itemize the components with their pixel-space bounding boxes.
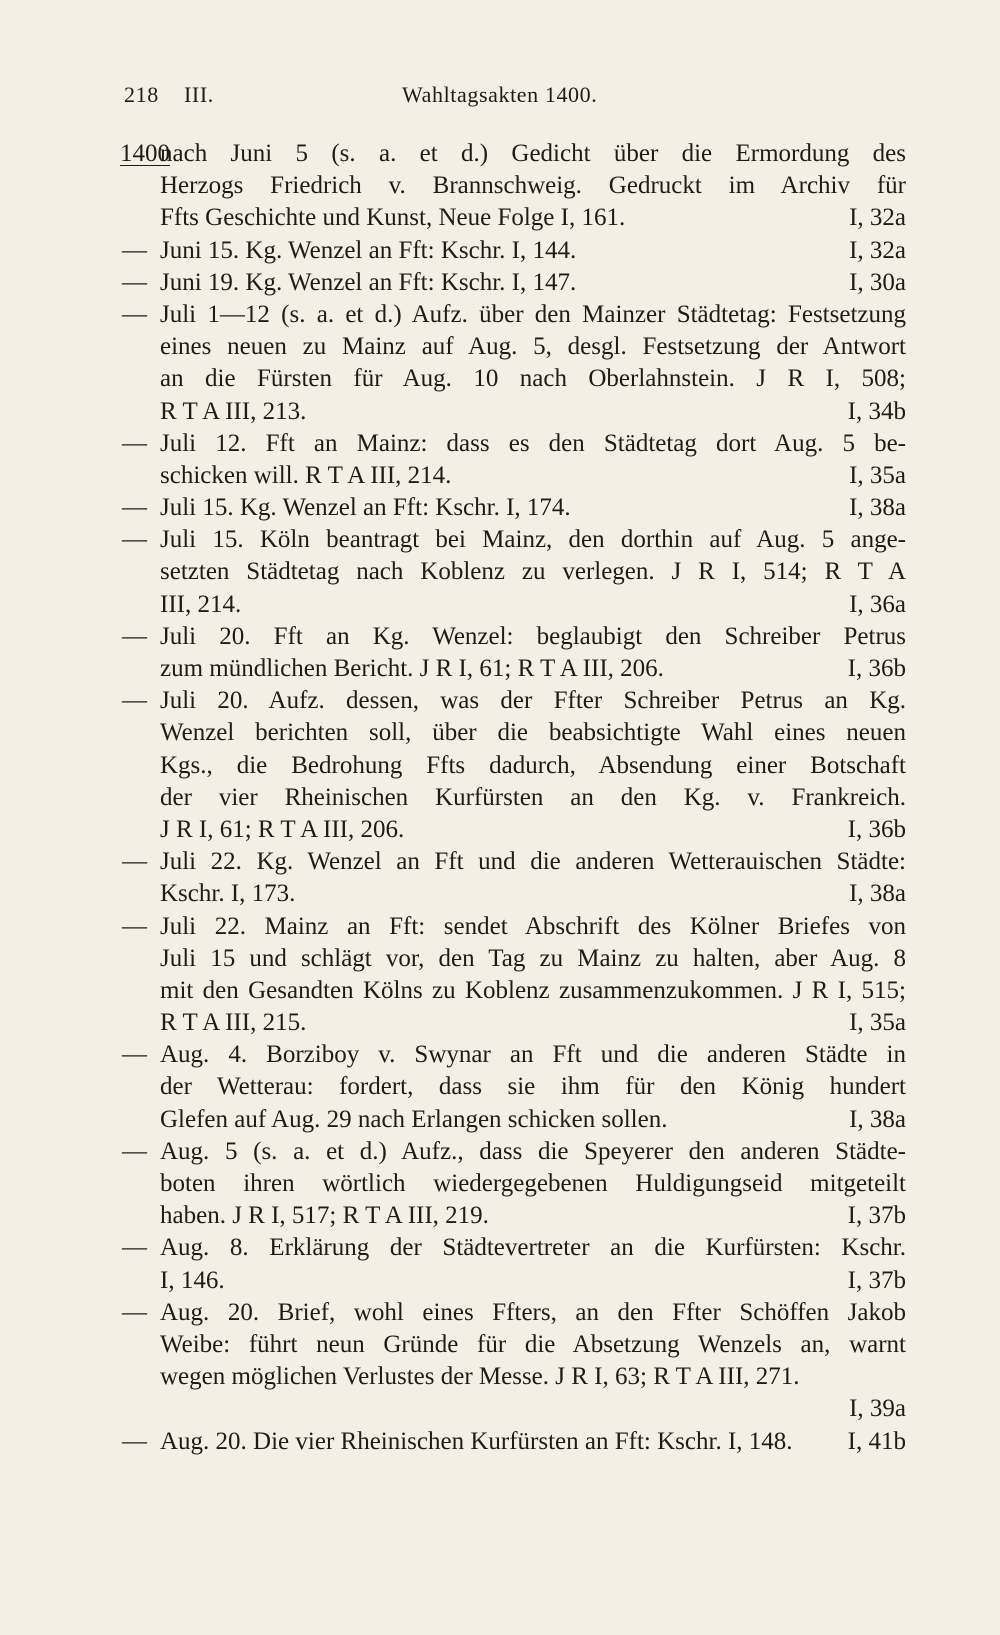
- entry-dash: —: [122, 1427, 147, 1455]
- entry-text: Weibe: führt neun Gründe für die Absetzung Wenzels an, warnt: [160, 1330, 906, 1358]
- entry-dash: —: [122, 494, 147, 522]
- page-number: 218: [124, 82, 159, 107]
- entry-dash: —: [122, 429, 147, 457]
- entry-dash: —: [122, 1137, 147, 1165]
- entry-dash: —: [122, 687, 147, 715]
- entry-text: Aug. 5 (s. a. et d.) Aufz., dass die Speyerer den anderen Städte-: [160, 1137, 906, 1165]
- entry-text: Aug. 20. Die vier Rheinischen Kurfürsten an Fft: Kschr. I, 148.: [160, 1427, 793, 1455]
- running-header: [124, 82, 904, 116]
- entry-line: [120, 235, 906, 267]
- entry-text: Juni 19. Kg. Wenzel an Fft: Kschr. I, 147.: [160, 268, 577, 296]
- entry-text: Aug. 4. Borziboy v. Swynar an Fft und die anderen Städte in: [160, 1041, 906, 1069]
- entry-dash: —: [122, 236, 147, 264]
- archive-reference: I, 34b: [847, 397, 906, 425]
- entry-indent: [120, 556, 160, 588]
- entry-text: Juli 15. Kg. Wenzel an Fft: Kschr. I, 174.: [160, 494, 571, 522]
- entry-indent: [120, 975, 160, 1007]
- entry-line: [120, 782, 906, 814]
- entry-line: [120, 1104, 906, 1136]
- archive-reference: I, 36b: [847, 655, 906, 682]
- entry-line: [120, 524, 906, 556]
- entry-text: Kschr. I, 173.: [160, 880, 296, 908]
- entry-text: Wenzel berichten soll, über die beabsichtigte Wahl eines neuen: [160, 719, 906, 747]
- entry-text: nach Juni 5 (s. a. et d.) Gedicht über die Ermordung des: [160, 140, 906, 167]
- entry-text: Juli 22. Mainz an Fft: sendet Abschrift des Kölner Briefes von: [160, 912, 906, 940]
- entry-text: haben. J R I, 517; R T A III, 219.: [160, 1202, 489, 1230]
- entry-text: Juli 1—12 (s. a. et d.) Aufz. über den Mainzer Städtetag: Festsetzung: [160, 300, 906, 328]
- entry-indent: [120, 589, 160, 621]
- entry-text: setzten Städtetag nach Koblenz zu verlegen. J R I, 514; R T A: [160, 558, 906, 586]
- entry-line: [120, 1232, 906, 1264]
- entry-line: [120, 492, 906, 524]
- archive-reference: I, 38a: [849, 880, 906, 908]
- entry-dash: —: [122, 912, 147, 940]
- archive-reference: I, 36b: [847, 815, 906, 843]
- entry-year: 1400: [120, 140, 170, 167]
- archive-reference: I, 36a: [849, 590, 906, 618]
- entry-line: [120, 1007, 906, 1039]
- entry-line: [120, 1297, 906, 1329]
- section-number: III.: [184, 82, 214, 107]
- entry-line: [120, 750, 906, 782]
- entry-text: Juli 15. Köln beantragt bei Mainz, den dorthin auf Aug. 5 ange-: [160, 526, 906, 554]
- archive-reference: I, 38a: [849, 1105, 906, 1133]
- entry-line: [120, 138, 906, 170]
- entry-line: [120, 460, 906, 492]
- entry-line: [120, 878, 906, 910]
- entry-indent: [120, 717, 160, 749]
- calendar-entry: [120, 1039, 906, 1136]
- entry-line: [120, 299, 906, 331]
- entry-line: [120, 428, 906, 460]
- calendar-entry: [120, 1426, 906, 1458]
- running-title: Wahltagsakten 1400.: [402, 82, 598, 107]
- entry-line: [120, 1265, 906, 1297]
- entry-line: [120, 1200, 906, 1232]
- calendar-entries: [120, 138, 906, 1458]
- entry-text: Juli 20. Aufz. dessen, was der Ffter Schreiber Petrus an Kg.: [160, 687, 906, 715]
- entry-text: der Wetterau: fordert, dass sie ihm für den König hundert: [160, 1073, 906, 1101]
- calendar-entry: [120, 1232, 906, 1296]
- entry-dash: —: [122, 300, 147, 328]
- calendar-entry: [120, 846, 906, 910]
- entry-indent: [120, 782, 160, 814]
- entry-text: eines neuen zu Mainz auf Aug. 5, desgl. Festsetzung der Antwort: [160, 333, 906, 361]
- entry-line: [120, 1168, 906, 1200]
- entry-indent: [120, 1329, 160, 1361]
- calendar-entry: [120, 1297, 906, 1426]
- entry-text: Glefen auf Aug. 29 nach Erlangen schicken sollen.: [160, 1105, 668, 1133]
- entry-line: [120, 1329, 906, 1361]
- entry-line: [120, 267, 906, 299]
- calendar-entry: [120, 685, 906, 846]
- archive-reference: I, 41b: [847, 1427, 906, 1455]
- entry-line: [120, 202, 906, 234]
- archive-reference: I, 32a: [849, 204, 906, 232]
- entry-indent: [120, 814, 160, 846]
- entry-text: III, 214.: [160, 590, 242, 618]
- entry-indent: [120, 331, 160, 363]
- entry-indent: [120, 750, 160, 782]
- entry-text: R T A III, 213.: [160, 397, 307, 425]
- entry-indent: [120, 878, 160, 910]
- entry-text: Juni 15. Kg. Wenzel an Fft: Kschr. I, 144.: [160, 236, 577, 264]
- entry-dash: —: [122, 622, 147, 650]
- archive-reference: I, 37b: [847, 1202, 906, 1230]
- calendar-entry: [120, 235, 906, 267]
- calendar-entry: [120, 267, 906, 299]
- entry-line: [120, 621, 906, 653]
- entry-text: Kgs., die Bedrohung Ffts dadurch, Absendung einer Botschaft: [160, 751, 906, 779]
- entry-line: [120, 717, 906, 749]
- entry-line: [120, 1071, 906, 1103]
- entry-line: [120, 1361, 906, 1393]
- calendar-entry: [120, 299, 906, 428]
- entry-text: R T A III, 215.: [160, 1009, 307, 1037]
- entry-indent: [120, 460, 160, 492]
- calendar-entry: [120, 621, 906, 685]
- entry-indent: [120, 1007, 160, 1039]
- archive-reference: I, 35a: [849, 461, 906, 489]
- entry-indent: [120, 1361, 160, 1393]
- entry-text: schicken will. R T A III, 214.: [160, 461, 452, 489]
- calendar-entry: [120, 138, 906, 235]
- calendar-entry: [120, 492, 906, 524]
- entry-indent: [120, 1168, 160, 1200]
- entry-line: [120, 396, 906, 428]
- entry-text: wegen möglichen Verlustes der Messe. J R I, 63; R T A III, 271.: [160, 1363, 800, 1391]
- entry-line: [120, 1136, 906, 1168]
- entry-text: Juli 15 und schlägt vor, den Tag zu Mainz zu halten, aber Aug. 8: [160, 944, 906, 972]
- calendar-entry: [120, 524, 906, 621]
- entry-dash: —: [122, 1041, 147, 1069]
- entry-line: [120, 975, 906, 1007]
- entry-dash: —: [122, 1234, 147, 1262]
- entry-indent: [120, 363, 160, 395]
- archive-reference: I, 38a: [849, 494, 906, 522]
- entry-text: Juli 22. Kg. Wenzel an Fft und die anderen Wetterauischen Städte:: [160, 848, 906, 876]
- entry-indent: [120, 1265, 160, 1297]
- entry-text: mit den Gesandten Kölns zu Koblenz zusammenzukommen. J R I, 515;: [160, 976, 906, 1004]
- archive-reference: I, 35a: [849, 1009, 906, 1037]
- entry-text: boten ihren wörtlich wiedergegebenen Huldigungseid mitgeteilt: [160, 1170, 906, 1197]
- entry-indent: [120, 396, 160, 428]
- entry-text: J R I, 61; R T A III, 206.: [160, 815, 405, 843]
- entry-line: [120, 943, 906, 975]
- entry-dash: —: [122, 1298, 147, 1326]
- entry-text: Herzogs Friedrich v. Brannschweig. Gedruckt im Archiv für: [160, 172, 906, 200]
- entry-text: Ffts Geschichte und Kunst, Neue Folge I, 161.: [160, 204, 626, 232]
- entry-line: [120, 685, 906, 717]
- calendar-entry: [120, 911, 906, 1040]
- archive-reference: I, 39a: [849, 1395, 906, 1423]
- entry-indent: [120, 943, 160, 975]
- entry-text: zum mündlichen Bericht. J R I, 61; R T A III, 206.: [160, 655, 664, 682]
- entry-indent: [120, 1071, 160, 1103]
- entry-line: [120, 814, 906, 846]
- entry-dash: —: [122, 268, 147, 296]
- archive-reference: I, 32a: [849, 236, 906, 264]
- entry-line: [120, 1393, 906, 1425]
- entry-line: [120, 556, 906, 588]
- entry-line: [120, 911, 906, 943]
- archive-reference: I, 37b: [847, 1266, 906, 1294]
- entry-line: [120, 653, 906, 685]
- archive-reference: I, 30a: [849, 268, 906, 296]
- entry-text: der vier Rheinischen Kurfürsten an den Kg. v. Frankreich.: [160, 783, 906, 811]
- entry-line: [120, 589, 906, 621]
- entry-indent: [120, 1104, 160, 1136]
- entry-indent: [120, 1200, 160, 1232]
- entry-line: [120, 363, 906, 395]
- entry-dash: —: [122, 848, 147, 876]
- entry-indent: [120, 170, 160, 202]
- entry-text: Aug. 8. Erklärung der Städtevertreter an die Kurfürsten: Kschr.: [160, 1234, 906, 1262]
- entry-text: Juli 20. Fft an Kg. Wenzel: beglaubigt den Schreiber Petrus: [160, 622, 906, 650]
- entry-line: [120, 846, 906, 878]
- entry-text: an die Fürsten für Aug. 10 nach Oberlahnstein. J R I, 508;: [160, 365, 906, 393]
- entry-line: [120, 170, 906, 202]
- entry-line: [120, 1426, 906, 1458]
- entry-text: I, 146.: [160, 1266, 225, 1294]
- entry-line: [120, 331, 906, 363]
- entry-text: Juli 12. Fft an Mainz: dass es den Städtetag dort Aug. 5 be-: [160, 429, 906, 457]
- entry-text: Aug. 20. Brief, wohl eines Ffters, an den Ffter Schöffen Jakob: [160, 1298, 906, 1326]
- calendar-entry: [120, 428, 906, 492]
- entry-indent: [120, 202, 160, 234]
- entry-dash: —: [122, 526, 147, 554]
- calendar-entry: [120, 1136, 906, 1233]
- entry-line: [120, 1039, 906, 1071]
- entry-indent: [120, 653, 160, 685]
